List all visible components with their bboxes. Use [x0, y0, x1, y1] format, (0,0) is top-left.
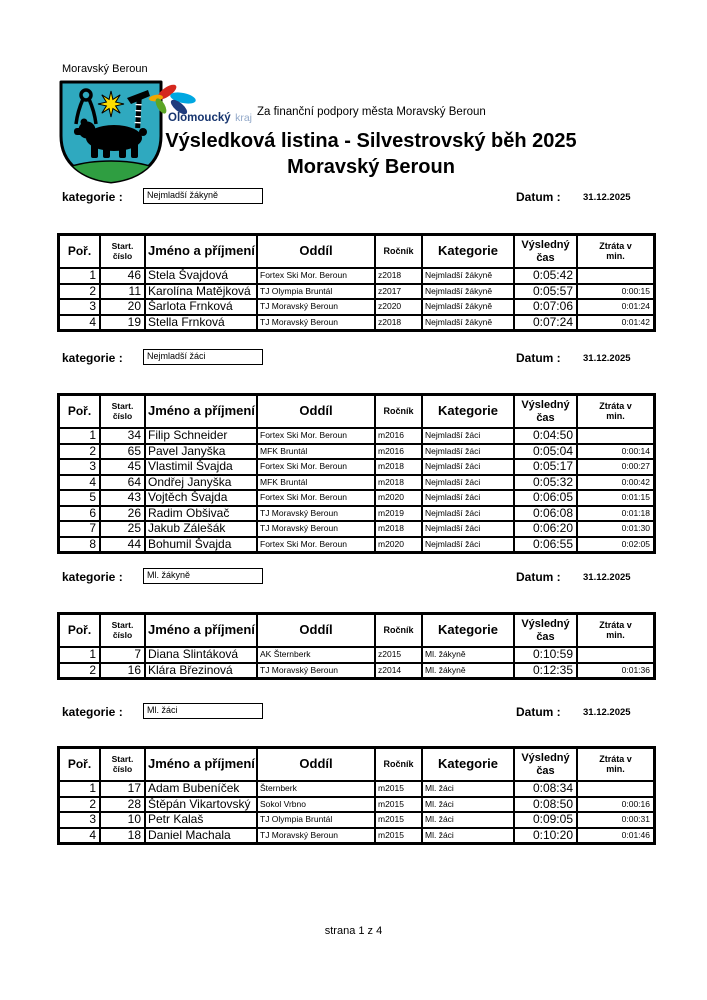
col-header-time: Výsledný čas: [514, 748, 577, 781]
cell-year: m2020: [375, 490, 422, 506]
cell-loss: [577, 647, 654, 663]
cell-pos: 3: [59, 812, 100, 828]
cell-loss: [577, 428, 654, 444]
cell-time: 0:09:05: [514, 812, 577, 828]
results-table-ml-zaci: [57, 746, 656, 845]
col-header-time: Výsledný čas: [514, 614, 577, 647]
category-value-box: Nejmladší žáci: [143, 349, 263, 365]
col-header-category: Kategorie: [422, 748, 514, 781]
cell-year: z2020: [375, 299, 422, 315]
category-value-box: Ml. žáci: [143, 703, 263, 719]
cell-loss: [577, 268, 654, 284]
cell-loss: 0:01:24: [577, 299, 654, 315]
col-header-loss: Ztráta v min.: [577, 235, 654, 268]
col-header-category: Kategorie: [422, 395, 514, 428]
category-label: kategorie :: [62, 190, 123, 204]
cell-name: Klára Březinová: [145, 663, 257, 679]
cell-club: Fortex Ski Mor. Beroun: [257, 428, 375, 444]
cell-time: 0:05:04: [514, 444, 577, 460]
cell-name: Vojtěch Švajda: [145, 490, 257, 506]
col-header-name: Jméno a příjmení: [145, 235, 257, 268]
col-header-club: Oddíl: [257, 395, 375, 428]
cell-name: Vlastimil Švajda: [145, 459, 257, 475]
col-header-year: Ročník: [375, 235, 422, 268]
cell-club: Fortex Ski Mor. Beroun: [257, 537, 375, 553]
col-header-bib: Start. číslo: [100, 235, 145, 268]
col-header-year: Ročník: [375, 614, 422, 647]
cell-club: TJ Moravský Beroun: [257, 315, 375, 331]
cell-year: m2018: [375, 475, 422, 491]
cell-name: Ondřej Janyška: [145, 475, 257, 491]
cell-time: 0:10:20: [514, 828, 577, 844]
cell-name: Šarlota Frnková: [145, 299, 257, 315]
olomoucky-kraj-logo: [146, 84, 266, 126]
cell-loss: 0:00:31: [577, 812, 654, 828]
star-icon: [98, 91, 124, 117]
col-header-name: Jméno a příjmení: [145, 395, 257, 428]
kraj-logo-text: Olomoucký kraj: [168, 112, 253, 124]
cell-club: TJ Moravský Beroun: [257, 828, 375, 844]
category-value-box: Ml. žákyně: [143, 568, 263, 584]
cell-pos: 7: [59, 521, 100, 537]
cell-club: TJ Moravský Beroun: [257, 521, 375, 537]
cell-year: m2020: [375, 537, 422, 553]
table-row: [59, 828, 654, 844]
table-header-row: [59, 395, 654, 428]
cell-year: z2017: [375, 284, 422, 300]
page-number: strana 1 z 4: [324, 925, 383, 937]
cell-category: Ml. žáci: [422, 797, 514, 813]
col-header-year: Ročník: [375, 395, 422, 428]
cell-category: Nejmladší žáci: [422, 459, 514, 475]
cell-pos: 4: [59, 828, 100, 844]
table-header-row: [59, 235, 654, 268]
table-row: [59, 299, 654, 315]
table-row: [59, 459, 654, 475]
cell-name: Adam Bubeníček: [145, 781, 257, 797]
cell-loss: 0:00:15: [577, 284, 654, 300]
cell-bib: 28: [100, 797, 145, 813]
cell-year: m2015: [375, 828, 422, 844]
date-label: Datum :: [516, 190, 561, 204]
col-header-category: Kategorie: [422, 235, 514, 268]
cell-pos: 2: [59, 444, 100, 460]
cell-time: 0:10:59: [514, 647, 577, 663]
cell-name: Filip Schneider: [145, 428, 257, 444]
cell-club: TJ Olympia Bruntál: [257, 812, 375, 828]
cell-name: Radim Obšivač: [145, 506, 257, 522]
cell-category: Ml. žáci: [422, 812, 514, 828]
cell-year: z2015: [375, 647, 422, 663]
table-row: [59, 475, 654, 491]
cell-bib: 17: [100, 781, 145, 797]
cell-pos: 5: [59, 490, 100, 506]
table-row: [59, 663, 654, 679]
cell-category: Nejmladší žákyně: [422, 299, 514, 315]
cell-pos: 4: [59, 475, 100, 491]
cell-bib: 64: [100, 475, 145, 491]
cell-bib: 44: [100, 537, 145, 553]
cell-time: 0:07:06: [514, 299, 577, 315]
cell-name: Jakub Zálešák: [145, 521, 257, 537]
col-header-loss: Ztráta v min.: [577, 395, 654, 428]
cell-bib: 34: [100, 428, 145, 444]
cell-name: Diana Slintáková: [145, 647, 257, 663]
cell-year: z2018: [375, 315, 422, 331]
col-header-category: Kategorie: [422, 614, 514, 647]
cell-time: 0:06:20: [514, 521, 577, 537]
col-header-club: Oddíl: [257, 748, 375, 781]
results-table-ml-zakyne: [57, 612, 656, 680]
cell-club: Šternberk: [257, 781, 375, 797]
cell-year: m2016: [375, 428, 422, 444]
cell-name: Stela Švajdová: [145, 268, 257, 284]
cell-club: Sokol Vrbno: [257, 797, 375, 813]
cell-pos: 2: [59, 284, 100, 300]
cell-loss: 0:01:36: [577, 663, 654, 679]
col-header-year: Ročník: [375, 748, 422, 781]
results-table-nejmladsi-zaci: [57, 393, 656, 554]
table-row: [59, 315, 654, 331]
cell-year: m2015: [375, 812, 422, 828]
cell-bib: 16: [100, 663, 145, 679]
cell-time: 0:05:57: [514, 284, 577, 300]
table-row: [59, 506, 654, 522]
document-title: [90, 128, 652, 180]
cell-club: TJ Moravský Beroun: [257, 506, 375, 522]
col-header-position: Poř.: [59, 235, 100, 268]
col-header-position: Poř.: [59, 614, 100, 647]
cell-category: Ml. žákyně: [422, 647, 514, 663]
cell-club: MFK Bruntál: [257, 444, 375, 460]
table-row: [59, 444, 654, 460]
col-header-loss: Ztráta v min.: [577, 614, 654, 647]
cell-bib: 43: [100, 490, 145, 506]
col-header-bib: Start. číslo: [100, 614, 145, 647]
cell-category: Nejmladší žákyně: [422, 315, 514, 331]
cell-bib: 25: [100, 521, 145, 537]
cell-category: Nejmladší žáci: [422, 444, 514, 460]
cell-bib: 11: [100, 284, 145, 300]
category-row-4: [0, 703, 707, 723]
table-row: [59, 797, 654, 813]
support-text: Za finanční podpory města Moravský Beroun: [257, 106, 486, 118]
cell-bib: 10: [100, 812, 145, 828]
category-row-1: [0, 188, 707, 208]
cell-category: Nejmladší žákyně: [422, 268, 514, 284]
cell-pos: 1: [59, 268, 100, 284]
col-header-position: Poř.: [59, 395, 100, 428]
table-row: [59, 647, 654, 663]
date-value: 31.12.2025: [583, 707, 631, 718]
cell-pos: 1: [59, 647, 100, 663]
municipality-label: Moravský Beroun: [62, 63, 148, 75]
col-header-name: Jméno a příjmení: [145, 748, 257, 781]
table-header-row: [59, 748, 654, 781]
date-value: 31.12.2025: [583, 353, 631, 364]
cell-club: AK Šternberk: [257, 647, 375, 663]
cell-pos: 4: [59, 315, 100, 331]
cell-bib: 45: [100, 459, 145, 475]
cell-time: 0:12:35: [514, 663, 577, 679]
cell-club: TJ Moravský Beroun: [257, 663, 375, 679]
col-header-club: Oddíl: [257, 235, 375, 268]
cell-club: TJ Olympia Bruntál: [257, 284, 375, 300]
table-row: [59, 490, 654, 506]
cell-category: Nejmladší žákyně: [422, 284, 514, 300]
cell-year: m2016: [375, 444, 422, 460]
cell-year: m2018: [375, 459, 422, 475]
cell-category: Nejmladší žáci: [422, 537, 514, 553]
results-table-nejmladsi-zakyne: [57, 233, 656, 332]
cell-time: 0:06:55: [514, 537, 577, 553]
date-value: 31.12.2025: [583, 572, 631, 583]
cell-name: Štěpán Vikartovský: [145, 797, 257, 813]
cell-category: Nejmladší žáci: [422, 475, 514, 491]
table-row: [59, 284, 654, 300]
cell-loss: 0:02:05: [577, 537, 654, 553]
title-line-2: Moravský Beroun: [287, 156, 455, 178]
category-label: kategorie :: [62, 705, 123, 719]
cell-bib: 65: [100, 444, 145, 460]
cell-time: 0:07:24: [514, 315, 577, 331]
cell-loss: 0:01:15: [577, 490, 654, 506]
cell-time: 0:05:17: [514, 459, 577, 475]
cell-pos: 2: [59, 663, 100, 679]
cell-bib: 20: [100, 299, 145, 315]
cell-pos: 1: [59, 781, 100, 797]
cell-club: Fortex Ski Mor. Beroun: [257, 268, 375, 284]
cell-category: Nejmladší žáci: [422, 506, 514, 522]
date-value: 31.12.2025: [583, 192, 631, 203]
table-row: [59, 537, 654, 553]
cell-loss: 0:01:46: [577, 828, 654, 844]
date-label: Datum :: [516, 570, 561, 584]
cell-year: z2018: [375, 268, 422, 284]
cell-club: TJ Moravský Beroun: [257, 299, 375, 315]
col-header-club: Oddíl: [257, 614, 375, 647]
cell-loss: 0:00:42: [577, 475, 654, 491]
cell-name: Stella Frnková: [145, 315, 257, 331]
cell-loss: 0:00:14: [577, 444, 654, 460]
cell-name: Petr Kalaš: [145, 812, 257, 828]
cell-time: 0:06:08: [514, 506, 577, 522]
cell-category: Ml. žákyně: [422, 663, 514, 679]
col-header-bib: Start. číslo: [100, 748, 145, 781]
cell-time: 0:08:34: [514, 781, 577, 797]
title-line-1: Výsledková listina - Silvestrovský běh 2025: [165, 130, 577, 152]
cell-bib: 7: [100, 647, 145, 663]
cell-year: m2015: [375, 781, 422, 797]
date-label: Datum :: [516, 351, 561, 365]
cell-pos: 3: [59, 459, 100, 475]
cell-category: Ml. žáci: [422, 781, 514, 797]
cell-name: Pavel Janyška: [145, 444, 257, 460]
cell-pos: 2: [59, 797, 100, 813]
cell-bib: 46: [100, 268, 145, 284]
cell-year: z2014: [375, 663, 422, 679]
cell-time: 0:05:32: [514, 475, 577, 491]
date-label: Datum :: [516, 705, 561, 719]
cell-pos: 3: [59, 299, 100, 315]
col-header-name: Jméno a příjmení: [145, 614, 257, 647]
cell-club: Fortex Ski Mor. Beroun: [257, 459, 375, 475]
col-header-loss: Ztráta v min.: [577, 748, 654, 781]
category-row-2: [0, 349, 707, 369]
cell-club: Fortex Ski Mor. Beroun: [257, 490, 375, 506]
cell-loss: 0:01:18: [577, 506, 654, 522]
cell-loss: 0:00:27: [577, 459, 654, 475]
table-row: [59, 781, 654, 797]
table-header-row: [59, 614, 654, 647]
cell-pos: 1: [59, 428, 100, 444]
cell-time: 0:08:50: [514, 797, 577, 813]
cell-loss: 0:00:16: [577, 797, 654, 813]
cell-year: m2019: [375, 506, 422, 522]
table-row: [59, 428, 654, 444]
cell-name: Karolína Matějková: [145, 284, 257, 300]
cell-pos: 6: [59, 506, 100, 522]
table-row: [59, 521, 654, 537]
cell-club: MFK Bruntál: [257, 475, 375, 491]
col-header-position: Poř.: [59, 748, 100, 781]
category-label: kategorie :: [62, 570, 123, 584]
cell-name: Bohumil Švajda: [145, 537, 257, 553]
category-label: kategorie :: [62, 351, 123, 365]
cell-pos: 8: [59, 537, 100, 553]
cell-loss: [577, 781, 654, 797]
category-row-3: [0, 568, 707, 588]
cell-name: Daniel Machala: [145, 828, 257, 844]
table-row: [59, 268, 654, 284]
cell-year: m2018: [375, 521, 422, 537]
cell-category: Nejmladší žáci: [422, 490, 514, 506]
table-row: [59, 812, 654, 828]
cell-loss: 0:01:30: [577, 521, 654, 537]
col-header-bib: Start. číslo: [100, 395, 145, 428]
col-header-time: Výsledný čas: [514, 235, 577, 268]
category-value-box: Nejmladší žákyně: [143, 188, 263, 204]
cell-time: 0:05:42: [514, 268, 577, 284]
cell-bib: 19: [100, 315, 145, 331]
cell-time: 0:04:50: [514, 428, 577, 444]
cell-category: Nejmladší žáci: [422, 428, 514, 444]
cell-category: Nejmladší žáci: [422, 521, 514, 537]
cell-bib: 26: [100, 506, 145, 522]
cell-time: 0:06:05: [514, 490, 577, 506]
cell-year: m2015: [375, 797, 422, 813]
cell-loss: 0:01:42: [577, 315, 654, 331]
cell-category: Ml. žáci: [422, 828, 514, 844]
col-header-time: Výsledný čas: [514, 395, 577, 428]
cell-bib: 18: [100, 828, 145, 844]
